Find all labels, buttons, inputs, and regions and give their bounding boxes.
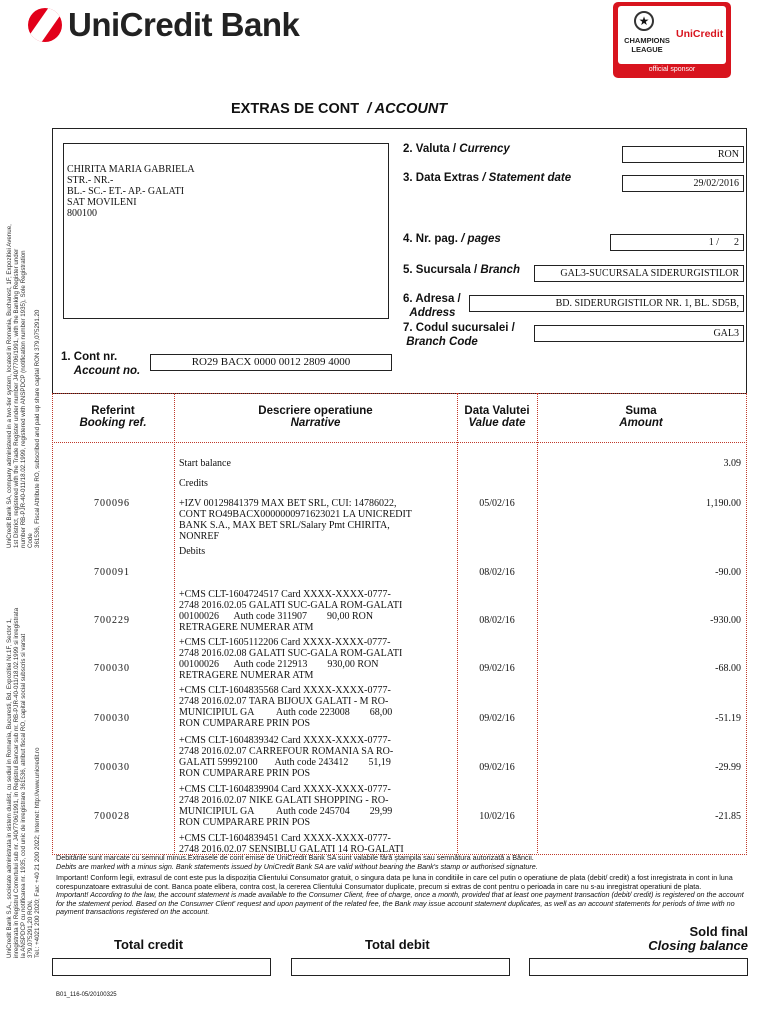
branch-code-label: 7. Codul sucursalei / Branch Code <box>403 322 515 348</box>
row-amount: -90.00 <box>715 567 741 578</box>
header-narrative: Descriere operatiune Narrative <box>258 405 373 429</box>
credits-label: Credits <box>179 478 208 489</box>
sponsor-badge <box>613 2 731 78</box>
row-amount: -29.99 <box>715 762 741 773</box>
row-amount: -930.00 <box>710 615 741 626</box>
bank-name: UniCredit Bank <box>68 6 300 43</box>
row-narrative: +CMS CLT-1604839451 Card XXXX-XXXX-0777- 2748 2016.02.07 SENSIBLU GALATI 14 RO-GALATI <box>179 833 404 855</box>
row-narrative: +CMS CLT-1604724517 Card XXXX-XXXX-0777- 2748 2016.02.05 GALATI SUC-GALA ROM-GALATI 00100026 Auth code 311907 90,00 RON RETRAGERE NUMERAR ATM <box>179 589 403 633</box>
notes: Debitările sunt marcate cu semnul minus.Extrasele de cont emise de UniCredit Bank SA sunt valabile fără ștampila sau semnătura autorizată a Băncii. Debits are marked with a minus sign. Bank statements issued by UniCredit Bank SA are valid without bearing the Bank's stamp or authorised signature. Important! Conform legii, extrasul de cont este pus la dispoziția Clientului Consumator gratuit, o singura data pe luna in conditiile in care cel putin o operatiune de plata (debit/ credit) a fost inregistrata in cont in luna corespunzatoare extrasului de cont. Banca poate elibera, contra cost, la cererea Clientului Consumator duplicate, precum si extras de cont pentru o perioada in care nu s-au inregistrat operatiuni de plata. Important! According to the law, the account statement is made available to the Consumer Client, free of charge, once a month, provided that at least one payment transaction (debit/ credit) is registered on the account for the statement period. Based on the Consumer Client' request and upon payment of the related fee, the Bank may issue account statement duplicates, as well as an account statements for periods of time with no payment transactions registered on the account. <box>56 853 744 916</box>
row-narrative: +IZV 00129841379 MAX BET SRL, CUI: 14786022, CONT RO49BACX0000000971623021 LA UNICREDIT BANK S.A., MAX BET SRL/Salary Pmt CHIRITA, NONREF <box>179 498 412 542</box>
client-address: CHIRITA MARIA GABRIELA STR.- NR.- BL.- SC.- ET.- AP.- GALATI SAT MOVILENI 800100 <box>63 143 389 319</box>
row-value-date: 08/02/16 <box>479 615 515 626</box>
row-value-date: 09/02/16 <box>479 713 515 724</box>
row-ref: 700229 <box>94 615 130 626</box>
unicredit-logo-icon <box>28 8 62 42</box>
row-amount: 1,190.00 <box>706 498 741 509</box>
header-amount: Suma Amount <box>619 405 663 429</box>
row-ref: 700030 <box>94 713 130 724</box>
start-balance-label: Start balance <box>179 458 231 469</box>
total-debit-value <box>291 958 510 976</box>
closing-balance-label: Sold final Closing balance <box>648 924 748 953</box>
row-amount: -21.85 <box>715 811 741 822</box>
currency-label: 2. Valuta / Currency <box>403 143 510 155</box>
branch-label: 5. Sucursala / Branch <box>403 264 520 276</box>
total-debit-label: Total debit <box>365 937 430 952</box>
row-ref: 700030 <box>94 762 130 773</box>
start-balance-value: 3.09 <box>723 458 741 469</box>
sponsor-brand: UniCredit <box>676 28 724 40</box>
form-code: B01_116-05/20100325 <box>56 992 117 998</box>
bank-logo <box>28 6 299 44</box>
debits-label: Debits <box>179 546 206 557</box>
currency-value: RON <box>622 146 744 163</box>
account-label: 1. Cont nr. Account no. <box>61 351 141 377</box>
account-number: RO29 BACX 0000 0012 2809 4000 <box>150 354 392 371</box>
row-value-date: 10/02/16 <box>479 811 515 822</box>
row-value-date: 09/02/16 <box>479 762 515 773</box>
address-value: BD. SIDERURGISTILOR NR. 1, BL. SD5B, <box>469 295 744 312</box>
branch-value: GAL3-SUCURSALA SIDERURGISTILOR <box>534 265 744 282</box>
page-title: EXTRAS DE CONT / ACCOUNT <box>231 101 448 117</box>
header-booking-ref: Referint Booking ref. <box>79 405 147 429</box>
row-narrative: +CMS CLT-1604839904 Card XXXX-XXXX-0777- 2748 2016.02.07 NIKE GALATI SHOPPING - RO- MUNICIPIUL GA Auth code 245704 29,99 RON CUMPARARE PRIN POS <box>179 784 393 828</box>
closing-balance-value <box>529 958 748 976</box>
row-value-date: 05/02/16 <box>479 498 515 509</box>
sponsor-label: official sponsor <box>648 66 696 73</box>
row-narrative: +CMS CLT-1604839342 Card XXXX-XXXX-0777- 2748 2016.02.07 CARREFOUR ROMANIA SA RO- GALATI 59992100 Auth code 243412 51,19 RON CUMPARARE PRIN POS <box>179 735 394 779</box>
statement-date-value: 29/02/2016 <box>622 175 744 192</box>
total-credit-value <box>52 958 271 976</box>
row-narrative: +CMS CLT-1604835568 Card XXXX-XXXX-0777- 2748 2016.02.07 TARA BIJOUX GALATI - M RO- MUNICIPIUL GA Auth code 223008 68,00 RON CUMPARARE PRIN POS <box>179 685 393 729</box>
row-ref: 700096 <box>94 498 130 509</box>
pages-value: 1 / 2 <box>610 234 744 251</box>
row-amount: -51.19 <box>715 713 741 724</box>
total-credit-label: Total credit <box>114 937 184 952</box>
row-ref: 700091 <box>94 567 130 578</box>
statement-date-label: 3. Data Extras / Statement date <box>403 172 572 184</box>
row-value-date: 08/02/16 <box>479 567 515 578</box>
row-narrative: +CMS CLT-1605112206 Card XXXX-XXXX-0777- 2748 2016.02.08 GALATI SUC-GALA ROM-GALATI 00100026 Auth code 212913 930,00 RON RETRAGERE NUMERAR ATM <box>179 637 403 681</box>
address-label: 6. Adresa / Address <box>403 293 461 319</box>
branch-code-value: GAL3 <box>534 325 744 342</box>
row-ref: 700030 <box>94 663 130 674</box>
row-amount: -68.00 <box>715 663 741 674</box>
row-ref: 700028 <box>94 811 130 822</box>
pages-label: 4. Nr. pag. / pages <box>403 233 501 245</box>
champions-league-star-icon: ★ <box>634 11 654 31</box>
sponsor-event: CHAMPIONS LEAGUE <box>624 36 670 54</box>
header-value-date: Data Valutei Value date <box>464 405 530 429</box>
row-value-date: 09/02/16 <box>479 663 515 674</box>
